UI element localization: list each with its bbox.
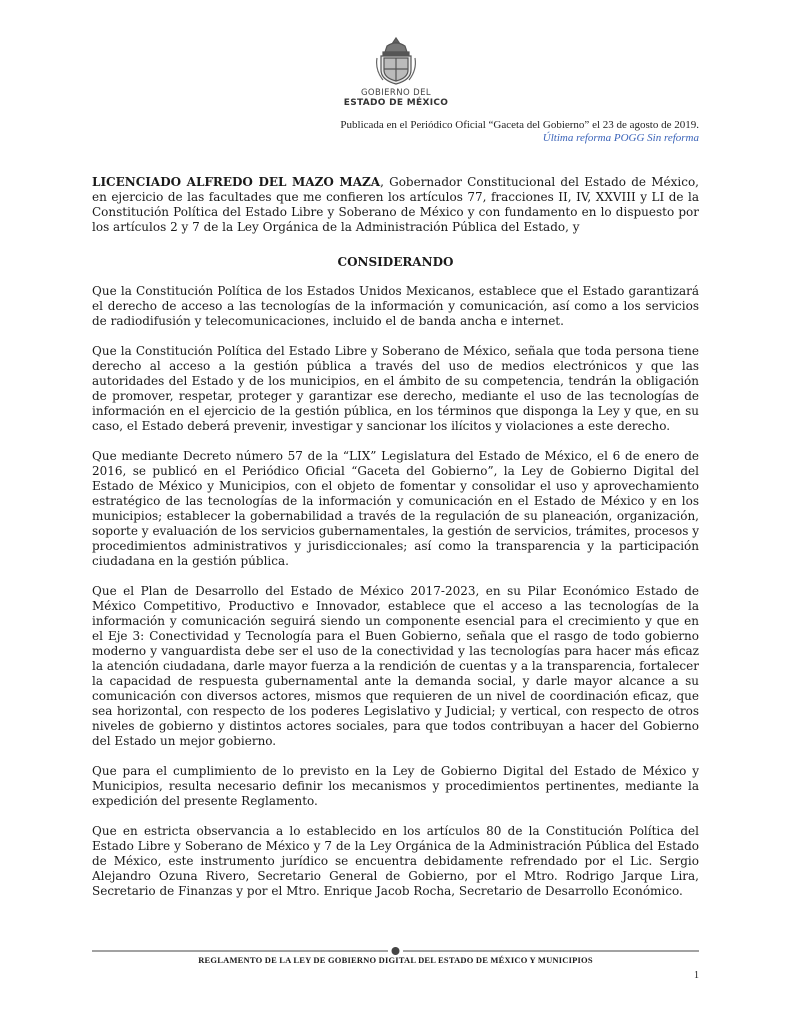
publication-info: [219, 119, 699, 145]
intro-paragraph: [92, 175, 699, 235]
document-body: [92, 175, 699, 914]
footer-title: REGLAMENTO DE LA LEY DE GOBIERNO DIGITAL DEL ESTADO DE MÉXICO Y MUNICIPIOS: [198, 955, 593, 965]
logo-text-line2: ESTADO DE MÉXICO: [343, 98, 449, 108]
paragraph-2: Que la Constitución Política del Estado Libre y Soberano de México, señala que toda persona tiene derecho al acceso a la gestión pública a través del uso de medios electrónicos y que las autoridades del Estado y de los municipios, en el ámbito de su competencia, tendrán la obligación de promover, respetar, proteger y garantizar ese derecho, mediante el uso de las tecnologías de información en el ejercicio de la gestión pública, en los términos que disponga la Ley y que, en su caso, el Estado deberá prevenir, investigar y sancionar los ilícitos y violaciones a este derecho.: [92, 344, 699, 433]
governor-name: LICENCIADO ALFREDO DEL MAZO MAZA: [92, 175, 381, 189]
government-logo: [341, 36, 451, 109]
logo-text-line1: GOBIERNO DEL: [360, 88, 432, 98]
publication-line: Publicada en el Periódico Oficial “Gaceta del Gobierno” el 23 de agosto de 2019.: [340, 119, 699, 131]
paragraph-1: Que la Constitución Política de los Estados Unidos Mexicanos, establece que el Estado garantizará el derecho de acceso a las tecnologías de la información y comunicación, así como a los servicios de radiodifusión y telecomunicaciones, incluido el de banda ancha e internet.: [92, 284, 699, 328]
paragraph-6: Que en estricta observancia a lo establecido en los artículos 80 de la Constitución Política del Estado Libre y Soberano de México y 7 de la Ley Orgánica de la Administración Pública del Estado de México, este instrumento jurídico se encuentra debidamente refrendado por el Lic. Sergio Alejandro Ozuna Rivero, Secretario General de Gobierno, por el Mtro. Rodrigo Jarque Lira, Secretario de Finanzas y por el Mtro. Enrique Jacob Rocha, Secretario de Desarrollo Económico.: [92, 824, 699, 898]
paragraph-5: Que para el cumplimiento de lo previsto en la Ley de Gobierno Digital del Estado de México y Municipios, resulta necesario definir los mecanismos y procedimientos pertinentes, mediante la expedición del presente Reglamento.: [92, 764, 699, 808]
intro-text: , Gobernador Constitucional del Estado de México, en ejercicio de las facultades que me confieren los artículos 77, fracciones II, IV, XXVIII y LI de la Constitución Política del Estado Libre y Soberano de México y con fundamento en lo dispuesto por los artículos 2 y 7 de la Ley Orgánica de la Administración Pública del Estado, y: [92, 175, 700, 234]
page-number: 1: [694, 970, 699, 981]
state-seal-icon: [373, 36, 419, 86]
reform-line: Última reforma POGG Sin reforma: [542, 132, 699, 144]
paragraph-3: Que mediante Decreto número 57 de la “LIX” Legislatura del Estado de México, el 6 de enero de 2016, se publicó en el Periódico Oficial “Gaceta del Gobierno”, la Ley de Gobierno Digital del Estado de México y Municipios, con el objeto de fomentar y consolidar el uso y aprovechamiento estratégico de las tecnologías de la información y comunicación en el Estado de México y en los municipios; establecer la gobernabilidad a través de la regulación de su planeación, organización, soporte y evaluación de los servicios gubernamentales, la gestión de servicios, trámites, procesos y procedimientos administrativos y jurisdiccionales; así como la transparencia y la participación ciudadana en la gestión pública.: [92, 449, 699, 568]
section-heading: CONSIDERANDO: [337, 255, 454, 269]
paragraph-4: Que el Plan de Desarrollo del Estado de México 2017-2023, en su Pilar Económico Estado de México Competitivo, Productivo e Innovador, establece que el acceso a las tecnologías de la información y comunicación seguirá siendo un componente esencial para el crecimiento y que en el Eje 3: Conectividad y Tecnología para el Buen Gobierno, señala que el rasgo de todo gobierno moderno y vanguardista debe ser el uso de la conectividad y las tecnologías para hacer más eficaz la atención ciudadana, darle mayor fuerza a la rendición de cuentas y a la transparencia, fortalecer la capacidad de respuesta gubernamental ante la demanda social, y darle mayor alcance a su comunicación con diversos actores, mismos que requieren de un nivel de coordinación eficaz, que sea horizontal, con respecto de los poderes Legislativo y Judicial; y vertical, con respecto de otros niveles de gobierno y distintos actores sociales, para que todos contribuyan a hacer del Gobierno del Estado un mejor gobierno.: [92, 584, 699, 748]
